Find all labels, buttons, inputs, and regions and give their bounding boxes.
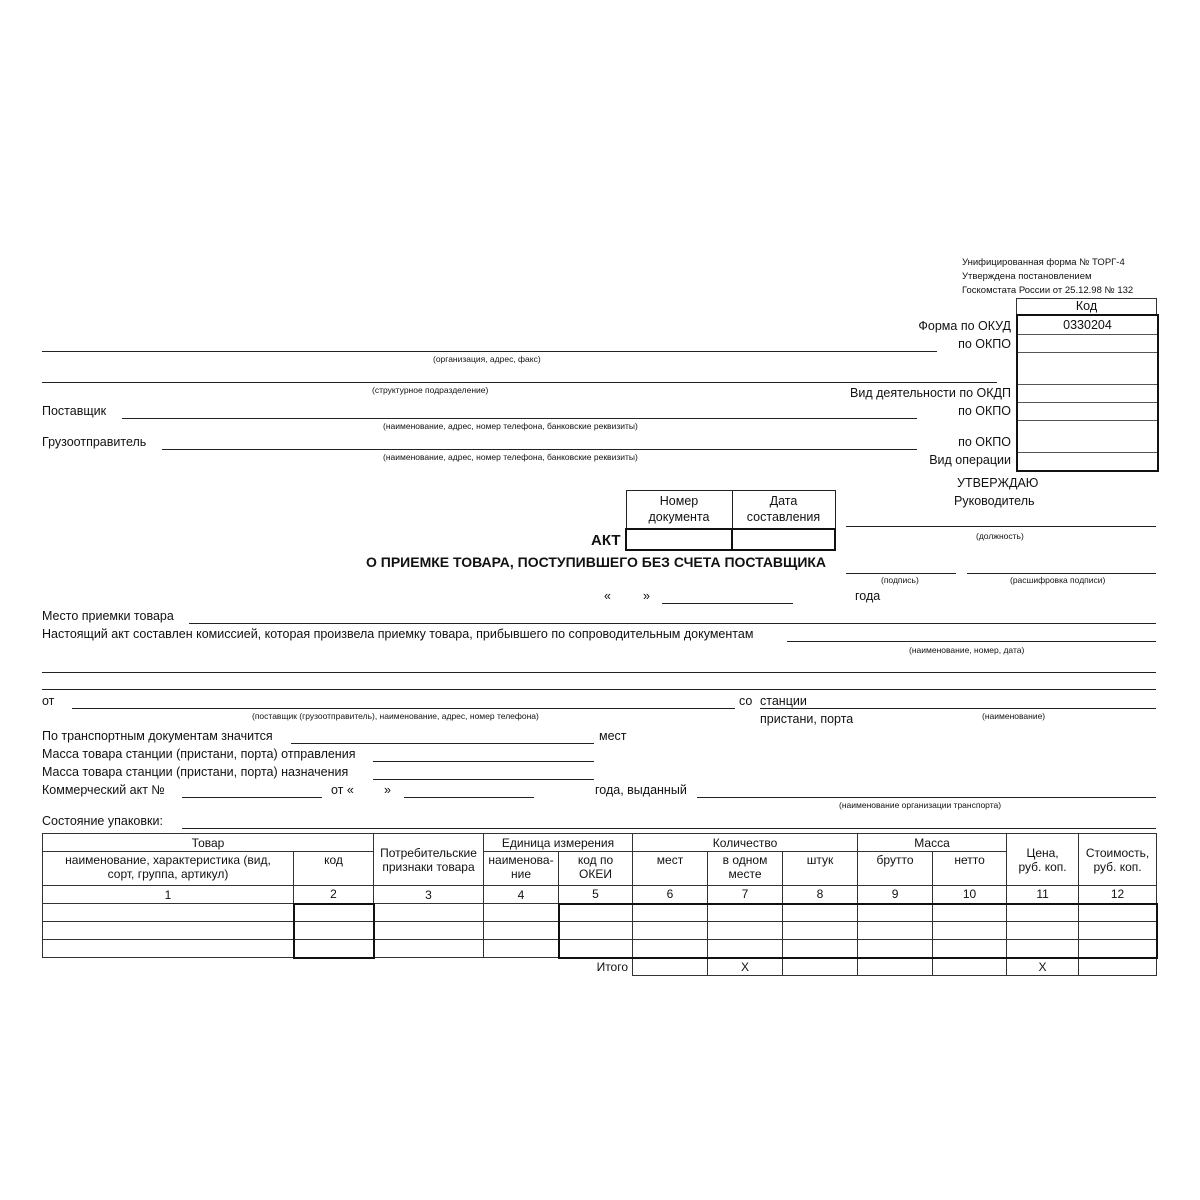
col-num: 12 <box>1079 886 1157 904</box>
places-label: мест <box>599 729 627 743</box>
station-hint: (наименование) <box>982 711 1046 721</box>
supplier-hint: (наименование, адрес, номер телефона, банковские реквизиты) <box>383 421 638 431</box>
supplier-line[interactable] <box>122 418 917 419</box>
col-num: 11 <box>1007 886 1079 904</box>
th-goods-name <box>43 852 294 886</box>
from-hint: (поставщик (грузоотправитель), наименование, адрес, номер телефона) <box>252 711 539 721</box>
col-num: 5 <box>559 886 633 904</box>
packaging-label: Состояние упаковки: <box>42 814 163 828</box>
docnum-l2: документа <box>648 510 710 525</box>
position-hint: (должность) <box>976 531 1024 541</box>
docdate-cell[interactable] <box>732 529 835 550</box>
act-title: АКТ <box>591 532 621 549</box>
cell[interactable] <box>1007 940 1079 958</box>
th-okei-l1: код по <box>577 853 614 867</box>
th-cost <box>1079 834 1157 886</box>
th-places: мест <box>633 852 708 886</box>
th-per-place-l2: месте <box>728 867 762 881</box>
table-row <box>43 940 1157 958</box>
mass-dest-line[interactable] <box>373 779 594 780</box>
cell[interactable] <box>1079 904 1157 922</box>
transport-org-hint: (наименование организации транспорта) <box>839 800 1002 810</box>
th-mass: Масса <box>858 834 1007 852</box>
comm-close: » <box>384 783 391 797</box>
signature-line[interactable] <box>846 573 956 574</box>
cell[interactable] <box>43 922 294 940</box>
cell[interactable] <box>374 940 484 958</box>
cell[interactable] <box>633 922 708 940</box>
col-num: 3 <box>374 886 484 904</box>
docdate-l1: Дата <box>769 494 798 509</box>
comm-act-label: Коммерческий акт № <box>42 783 165 797</box>
comm-from: от « <box>331 783 354 797</box>
total-cost[interactable] <box>1079 958 1157 976</box>
cell[interactable] <box>43 940 294 958</box>
cell[interactable] <box>858 922 933 940</box>
th-pieces: штук <box>783 852 858 886</box>
okpo3-cell[interactable] <box>1018 420 1157 453</box>
cell[interactable] <box>559 922 633 940</box>
cell[interactable] <box>1007 904 1079 922</box>
year-issued: года, выданный <box>595 783 687 797</box>
docnum-table <box>625 490 836 551</box>
cell[interactable] <box>708 904 783 922</box>
org-line[interactable] <box>42 351 937 352</box>
total-x-mark: Х <box>1007 958 1079 976</box>
supplier-label: Поставщик <box>42 404 107 418</box>
cell[interactable] <box>294 904 374 922</box>
cell[interactable] <box>374 922 484 940</box>
cell[interactable] <box>43 904 294 922</box>
comm-date-line[interactable] <box>404 797 534 798</box>
th-consumer-l1: Потребительские <box>380 845 477 860</box>
col-num: 8 <box>783 886 858 904</box>
cell[interactable] <box>783 904 858 922</box>
th-price-l2: руб. коп. <box>1018 859 1067 874</box>
approve-title: УТВЕРЖДАЮ <box>957 476 1039 490</box>
docdate-header <box>732 491 835 529</box>
okpo2-cell[interactable] <box>1018 402 1157 421</box>
th-unit-name-l1: наименова- <box>488 853 554 867</box>
transport-org-line[interactable] <box>697 797 1156 798</box>
col-num: 2 <box>294 886 374 904</box>
th-okei-l2: ОКЕИ <box>579 867 612 881</box>
form-approved: Утверждена постановлением <box>962 271 1092 282</box>
th-per-place-l1: в одном <box>722 853 768 867</box>
total-net[interactable] <box>933 958 1007 976</box>
cell[interactable] <box>1079 940 1157 958</box>
docdate-l2: составления <box>746 510 821 525</box>
th-per-place <box>708 852 783 886</box>
operation-label: Вид операции <box>929 453 1011 467</box>
th-unit: Единица измерения <box>484 834 633 852</box>
transport-line[interactable] <box>291 743 594 744</box>
th-cost-l2: руб. коп. <box>1093 859 1142 874</box>
docnum-cell[interactable] <box>626 529 732 550</box>
docs-line3[interactable] <box>42 689 1156 690</box>
cell[interactable] <box>633 904 708 922</box>
cell[interactable] <box>1007 922 1079 940</box>
total-pieces[interactable] <box>783 958 858 976</box>
cell[interactable] <box>858 940 933 958</box>
total-row <box>43 958 1157 976</box>
shipper-hint: (наименование, адрес, номер телефона, банковские реквизиты) <box>383 452 638 462</box>
cell[interactable] <box>484 940 559 958</box>
okdp-cell[interactable] <box>1018 384 1157 403</box>
total-label: Итого <box>596 960 629 974</box>
col-number-row <box>43 886 1157 904</box>
th-goods-name-l1: наименование, характеристика (вид, <box>65 853 271 867</box>
blank-cell[interactable] <box>1018 352 1157 385</box>
cell[interactable] <box>708 940 783 958</box>
cell[interactable] <box>1079 922 1157 940</box>
th-qty: Количество <box>633 834 858 852</box>
approve-year: года <box>855 589 881 603</box>
th-unit-name <box>484 852 559 886</box>
okpo-cell[interactable] <box>1018 334 1157 353</box>
signature-hint: (подпись) <box>881 575 919 585</box>
comm-act-line[interactable] <box>182 797 322 798</box>
place-line[interactable] <box>189 623 1156 624</box>
docnum-l1: Номер <box>659 494 699 509</box>
quote-open: « <box>604 589 611 603</box>
cell[interactable] <box>933 940 1007 958</box>
total-places[interactable] <box>633 958 708 976</box>
okpo2-label: по ОКПО <box>958 404 1011 418</box>
approve-date-line[interactable] <box>662 603 793 604</box>
table-row <box>43 904 1157 922</box>
decode-hint: (расшифровка подписи) <box>1010 575 1106 585</box>
th-code: код <box>294 852 374 886</box>
total-gross[interactable] <box>858 958 933 976</box>
cell[interactable] <box>294 940 374 958</box>
col-num: 6 <box>633 886 708 904</box>
cell[interactable] <box>933 904 1007 922</box>
th-price-l1: Цена, <box>1026 845 1059 860</box>
th-goods-name-l2: сорт, группа, артикул) <box>107 867 229 881</box>
form-approved-by: Госкомстата России от 25.12.98 № 132 <box>962 285 1134 296</box>
shipper-line[interactable] <box>162 449 917 450</box>
transport-label: По транспортным документам значится <box>42 729 273 743</box>
from-label: от <box>42 694 55 708</box>
packaging-line[interactable] <box>182 828 1156 829</box>
total-x-mark: Х <box>708 958 783 976</box>
mass-dep-label: Масса товара станции (пристани, порта) отправления <box>42 747 356 761</box>
cell[interactable] <box>484 922 559 940</box>
docnum-header <box>626 491 732 529</box>
okud-value: 0330204 <box>1063 318 1112 332</box>
org-hint: (организация, адрес, факс) <box>433 354 541 364</box>
cell[interactable] <box>633 940 708 958</box>
decode-line[interactable] <box>967 573 1156 574</box>
cell[interactable] <box>708 922 783 940</box>
th-gross: брутто <box>858 852 933 886</box>
mass-dest-label: Масса товара станции (пристани, порта) назначения <box>42 765 349 779</box>
station-label: со <box>739 694 753 708</box>
docs-hint: (наименование, номер, дата) <box>909 645 1025 655</box>
dept-line[interactable] <box>42 382 997 383</box>
th-unit-name-l2: ние <box>510 867 531 881</box>
col-num: 10 <box>933 886 1007 904</box>
col-num: 7 <box>708 886 783 904</box>
docs-line[interactable] <box>787 641 1156 642</box>
th-net: нетто <box>933 852 1007 886</box>
th-consumer-l2: признаки товара <box>382 859 475 874</box>
shipper-label: Грузоотправитель <box>42 435 147 449</box>
codes-box <box>1016 314 1159 472</box>
col-num: 9 <box>858 886 933 904</box>
position-line[interactable] <box>846 526 1156 527</box>
station-l2: пристани, порта <box>760 712 854 726</box>
cell[interactable] <box>559 940 633 958</box>
okpo-label: по ОКПО <box>958 337 1011 351</box>
goods-table <box>42 833 1158 976</box>
col-num: 1 <box>43 886 294 904</box>
th-goods: Товар <box>43 834 374 852</box>
form-id: Унифицированная форма № ТОРГ-4 <box>962 257 1125 268</box>
from-line[interactable] <box>72 708 735 709</box>
station-word: станции <box>760 694 807 708</box>
okud-label: Форма по ОКУД <box>918 319 1011 333</box>
th-consumer <box>374 834 484 886</box>
station-line[interactable] <box>760 708 1156 709</box>
code-header <box>1016 298 1157 315</box>
mass-dep-line[interactable] <box>373 761 594 762</box>
okdp-label: Вид деятельности по ОКДП <box>850 386 1011 400</box>
cell[interactable] <box>858 904 933 922</box>
okud-cell[interactable] <box>1018 316 1157 335</box>
cell[interactable] <box>484 904 559 922</box>
docs-line2[interactable] <box>42 672 1156 673</box>
operation-cell[interactable] <box>1018 452 1157 470</box>
place-label: Место приемки товара <box>42 609 174 623</box>
col-num: 4 <box>484 886 559 904</box>
code-title: Код <box>1075 299 1098 313</box>
quote-close: » <box>643 589 650 603</box>
cell[interactable] <box>933 922 1007 940</box>
approve-head: Руководитель <box>954 494 1035 508</box>
dept-hint: (структурное подразделение) <box>372 385 489 395</box>
act-subtitle: О ПРИЕМКЕ ТОВАРА, ПОСТУПИВШЕГО БЕЗ СЧЕТА ПОСТАВЩИКА <box>366 554 827 570</box>
th-okei <box>559 852 633 886</box>
cell[interactable] <box>294 922 374 940</box>
table-row <box>43 922 1157 940</box>
th-cost-l1: Стоимость, <box>1085 845 1150 860</box>
th-price <box>1007 834 1079 886</box>
cell[interactable] <box>559 904 633 922</box>
cell[interactable] <box>783 940 858 958</box>
commission-text: Настоящий акт составлен комиссией, которая произвела приемку товара, прибывшего по сопроводительным документам <box>42 627 754 641</box>
cell[interactable] <box>374 904 484 922</box>
cell[interactable] <box>783 922 858 940</box>
okpo3-label: по ОКПО <box>958 435 1011 449</box>
